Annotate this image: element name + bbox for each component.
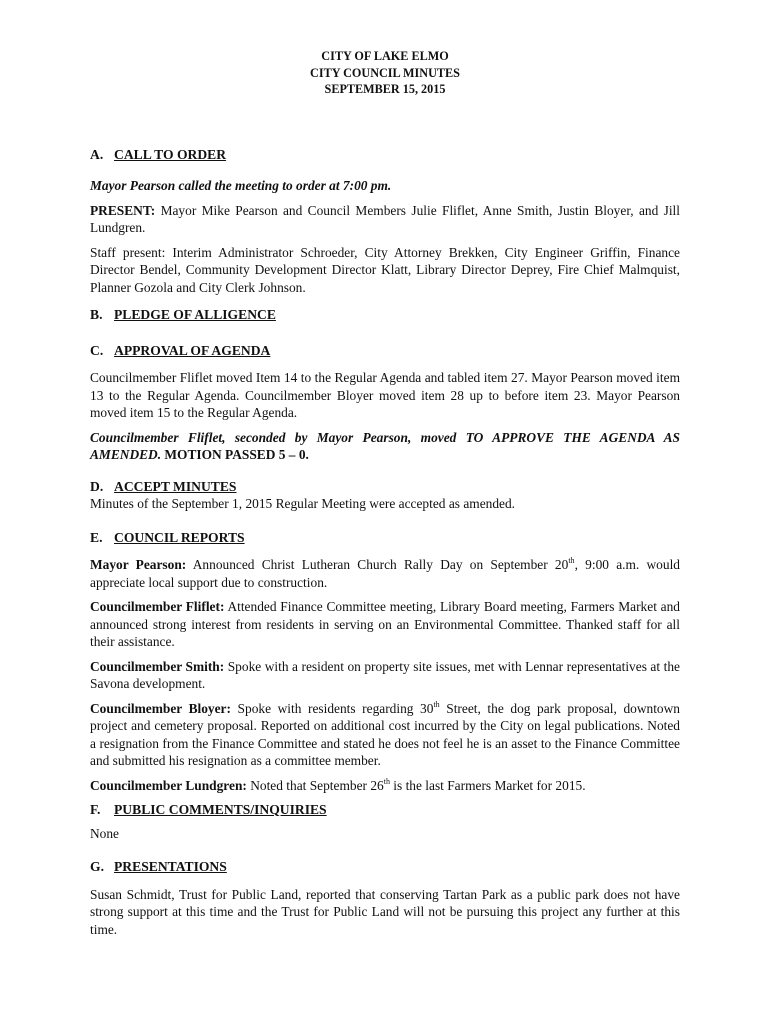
section-title: APPROVAL OF AGENDA xyxy=(114,342,271,358)
document-type: CITY COUNCIL MINUTES xyxy=(310,65,460,80)
call-to-order-text: Mayor Pearson called the meeting to order at 7:00 pm. xyxy=(90,178,392,193)
section-letter: F. xyxy=(90,802,101,817)
present-text: Mayor Mike Pearson and Council Members Julie Fliflet, Anne Smith, Justin Bloyer, and Jill Lundgren. xyxy=(90,202,680,235)
minutes-paragraph: Minutes of the September 1, 2015 Regular Meeting were accepted as amended. xyxy=(90,496,516,511)
report-label: Mayor Pearson: xyxy=(90,557,187,572)
section-letter: D. xyxy=(90,478,104,494)
report-label: Councilmember Smith: xyxy=(90,658,225,674)
section-title: PLEDGE OF ALLIGENCE xyxy=(114,307,276,322)
section-title: ACCEPT MINUTES xyxy=(114,478,237,494)
staff-present-paragraph: Staff present: Interim Administrator Schroeder, City Attorney Brekken, City Engineer Griffin, Finance Director Bendel, Community Development Director Klatt, Library Director Deprey, Fire Chief Malmquist, Planner Gozola and City Clerk Johnson. xyxy=(90,244,680,295)
report-text: Attended Finance Committee meeting, Library Board meeting, Farmers Market and announced strong interest from residents in serving on an Environmental Committee. Thanked staff for all their assistance. xyxy=(90,599,681,649)
section-heading-agenda xyxy=(90,342,680,360)
report-text: Noted that September 26 xyxy=(246,777,384,793)
agenda-motion-result: MOTION PASSED 5 – 0. xyxy=(161,447,309,462)
report-text: Announced Christ Lutheran Church Rally Day on September 20 xyxy=(186,557,569,572)
section-title: COUNCIL REPORTS xyxy=(114,529,245,545)
meeting-date: SEPTEMBER 15, 2015 xyxy=(324,82,446,96)
section-title: CALL TO ORDER xyxy=(114,146,227,162)
report-text: Spoke with residents regarding 30 xyxy=(230,700,434,716)
section-letter: B. xyxy=(90,307,103,322)
report-text: is the last Farmers Market for 2015. xyxy=(389,777,586,793)
section-heading-public-comments xyxy=(90,801,680,819)
report-label: Councilmember Bloyer: xyxy=(90,700,231,716)
section-title: PRESENTATIONS xyxy=(114,859,227,874)
report-bloyer xyxy=(90,700,680,770)
section-heading-minutes xyxy=(90,478,680,496)
minutes-page xyxy=(90,48,680,945)
presentation-paragraph: Susan Schmidt, Trust for Public Land, reported that conserving Tartan Park as a public park does not have strong support at this time and the Trust for Public Land will not be pursuing this project any further at this time. xyxy=(90,886,680,937)
report-text: , 9:00 a.m. would appreciate local support due to construction. xyxy=(90,557,680,590)
report-fliflet xyxy=(90,598,680,651)
section-letter: E. xyxy=(90,529,103,545)
report-lundgren xyxy=(90,777,680,795)
section-heading-presentations xyxy=(90,858,680,876)
present-label: PRESENT: xyxy=(90,202,156,218)
section-heading-call-to-order xyxy=(90,146,680,164)
report-pearson xyxy=(90,556,680,591)
report-label: Councilmember Fliflet: xyxy=(90,599,225,614)
report-text: Street, the dog park proposal, downtown project and cemetery proposal. Reported on additional cost incurred by the City on legal publications. Noted a resignation from the Finance Committee and stated he does not feel he is an asset to the Finance Committee and submitted his resignation as a committee member. xyxy=(90,700,680,768)
agenda-motion-paragraph xyxy=(90,429,680,464)
report-smith xyxy=(90,658,680,693)
call-to-order-statement xyxy=(90,177,680,195)
agenda-changes-paragraph: Councilmember Fliflet moved Item 14 to the Regular Agenda and tabled item 27. Mayor Pearson moved item 13 to the Regular Agenda. Councilmember Bloyer moved item 28 up to before item 23. Mayor Pearson moved item 15 to the Regular Agenda. xyxy=(90,370,680,420)
public-comments-paragraph: None xyxy=(90,825,120,841)
city-name: CITY OF LAKE ELMO xyxy=(321,49,449,63)
section-letter: A. xyxy=(90,146,104,162)
section-letter: G. xyxy=(90,859,104,874)
report-text: Spoke with a resident on property site issues, met with Lennar representatives at the Savona development. xyxy=(90,658,680,691)
report-label: Councilmember Lundgren: xyxy=(90,777,247,793)
section-heading-reports xyxy=(90,529,680,547)
section-letter: C. xyxy=(90,342,104,358)
present-paragraph xyxy=(90,202,680,237)
agenda-motion: Councilmember Fliflet, seconded by Mayor Pearson, moved TO APPROVE THE AGENDA AS AMENDED. xyxy=(90,429,680,462)
ordinal-suffix: th xyxy=(433,699,440,709)
section-title: PUBLIC COMMENTS/INQUIRIES xyxy=(114,802,327,817)
section-heading-pledge xyxy=(90,306,680,324)
ordinal-suffix: th xyxy=(383,776,390,786)
ordinal-suffix: th xyxy=(568,556,575,565)
document-header xyxy=(90,48,680,98)
